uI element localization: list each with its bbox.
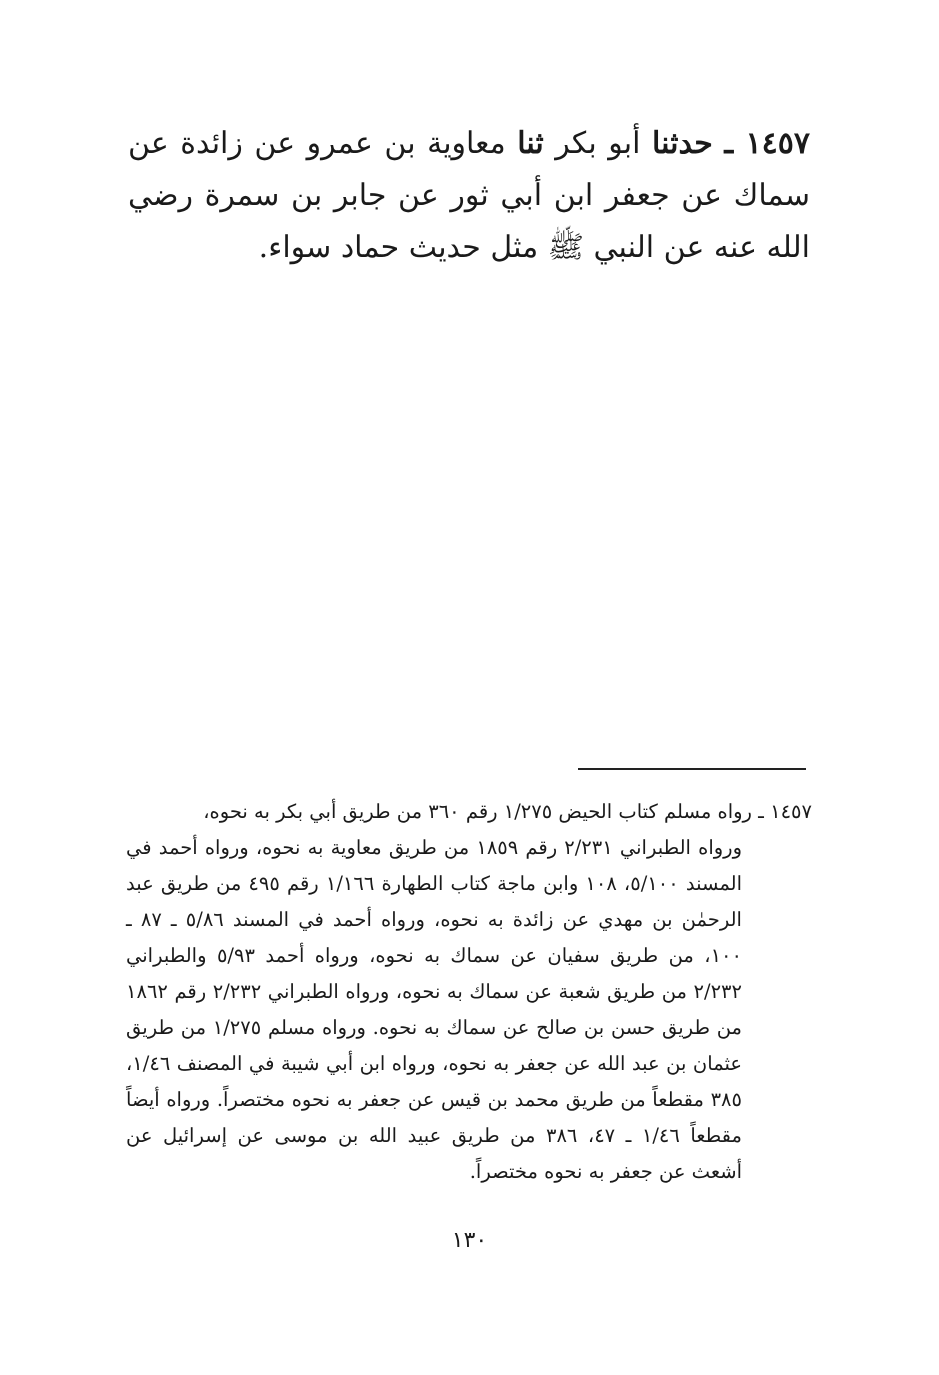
footnote-separator — [578, 768, 806, 770]
footnote-line-1: رواه مسلم كتاب الحيض ١/٢٧٥ رقم ٣٦٠ من طريق أبي بكر به نحوه، — [203, 800, 752, 823]
footnotes — [126, 794, 812, 1190]
narration-term-2: ثنا — [517, 126, 544, 161]
hadith-number: ١٤٥٧ ـ — [724, 126, 810, 161]
footnote-body: ورواه الطبراني ٢/٢٣١ رقم ١٨٥٩ من طريق معاوية به نحوه، ورواه أحمد في المسند ٥/١٠٠، ١٠٨ وابن ماجة كتاب الطهارة ١/١٦٦ رقم ٤٩٥ من طريق عبد الرحمٰن بن مهدي عن زائدة به نحوه، ورواه أحمد في المسند ٥/٨٦ ـ ٨٧ ـ ١٠٠، من طريق سفيان عن سماك به نحوه، ورواه أحمد ٥/٩٣ والطبراني ٢/٢٣٢ من طريق شعبة عن سماك به نحوه، ورواه الطبراني ٢/٢٣٢ رقم ١٨٦٢ من طريق حسن بن صالح عن سماك به نحوه. ورواه مسلم ١/٢٧٥ من طريق عثمان بن عبد الله عن جعفر به نحوه، ورواه ابن أبي شيبة في المصنف ١/٤٦، ٣٨٥ مقطعاً من طريق محمد بن قيس عن جعفر به نحوه مختصراً. ورواه أيضاً مقطعاً ١/٤٦ ـ ٤٧، ٣٨٦ من طريق عبيد الله بن موسى عن إسرائيل عن أشعث عن جعفر به نحوه مختصراً. — [126, 836, 742, 1183]
footnote-first-line — [126, 794, 812, 830]
hadith-text-part-b: معاوية بن عمرو عن زائدة عن سماك عن جعفر ابن أبي ثور عن جابر بن سمرة رضي الله عنه عن النبي ﷺ مثل حديث حماد سواء. — [128, 126, 810, 265]
hadith-text-part-a: أبو بكر — [555, 126, 641, 161]
page-number: ١٣٠ — [451, 1228, 488, 1253]
narration-term: حدثنا — [651, 126, 713, 161]
hadith-text — [128, 118, 810, 274]
footnote-number: ١٤٥٧ ـ — [758, 800, 812, 823]
